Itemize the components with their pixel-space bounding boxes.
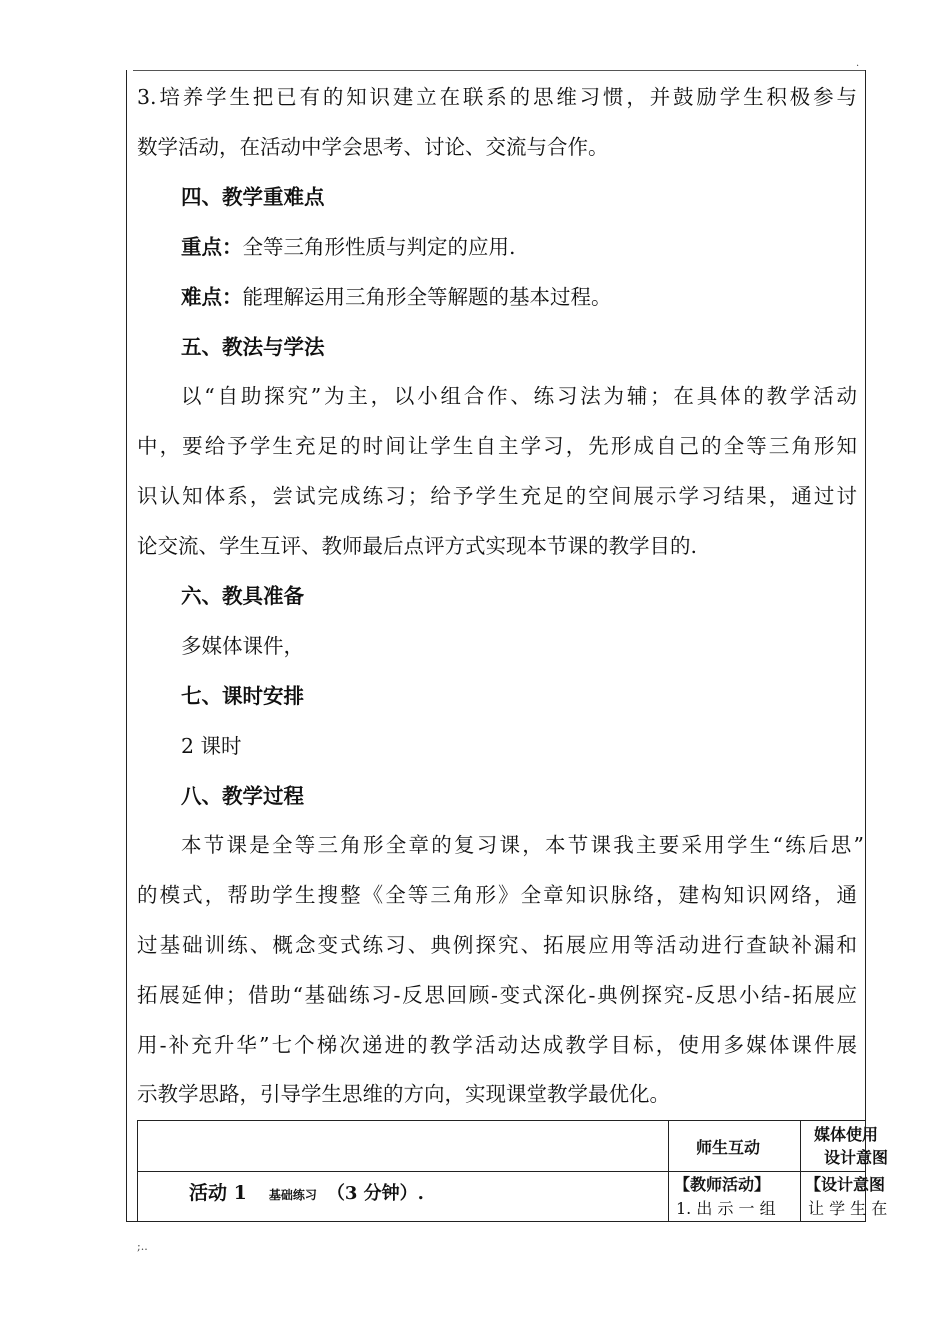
teacher-activity-label: 【教师活动】: [674, 1175, 771, 1194]
paragraph-7: 2 课时: [181, 734, 242, 758]
table-row-divider: [137, 1171, 866, 1172]
activity-1-subtitle: 基础练习: [268, 1188, 317, 1202]
table-column-divider-2: [800, 1120, 801, 1222]
paragraph-5-line-3: 识认知体系，尝试完成练习；给予学生充足的空间展示学习结果，通过讨: [137, 484, 857, 508]
design-intent-label: 【设计意图: [805, 1175, 886, 1194]
table-top-border: [137, 1120, 866, 1121]
paragraph-3-line-1: 3.培养学生把已有的知识建立在联系的思维习惯，并鼓励学生积极参与: [137, 85, 857, 109]
paragraph-8-line-5: 用-补充升华”七个梯次递进的教学活动达成教学目标，使用多媒体课件展: [137, 1033, 857, 1057]
paragraph-8-line-3: 过基础训练、概念变式练习、典例探究、拓展应用等活动进行查缺补漏和: [137, 933, 857, 957]
heading-7: 七、课时安排: [181, 684, 304, 708]
header-mark: .: [856, 58, 860, 69]
activity-1-title: [189, 1182, 424, 1206]
teacher-activity-text: 1. 出 示 一 组: [676, 1199, 776, 1218]
heading-4: 四、教学重难点: [181, 185, 325, 209]
key-point: [181, 232, 516, 262]
col-header-interaction: 师生互动: [696, 1138, 761, 1157]
table-column-divider-1: [668, 1120, 669, 1222]
key-point-label: 重点：: [181, 235, 243, 259]
paragraph-3-line-2: 数学活动，在活动中学会思考、讨论、交流与合作。: [137, 135, 609, 159]
difficulty-text: 能理解运用三角形全等解题的基本过程。: [242, 285, 612, 309]
col-header-media-line-1: 媒体使用: [814, 1125, 879, 1144]
heading-5: 五、教法与学法: [181, 335, 325, 359]
key-point-text: 全等三角形性质与判定的应用.: [242, 235, 516, 259]
paragraph-5-line-2: 中，要给予学生充足的时间让学生自主学习，先形成自己的全等三角形知: [137, 434, 857, 458]
paragraph-5-line-4: 论交流、学生互评、教师最后点评方式实现本节课的教学目的.: [137, 534, 698, 558]
difficulty-label: 难点：: [181, 285, 243, 309]
activity-1-label: 活动 1: [189, 1182, 247, 1204]
heading-8: 八、教学过程: [181, 784, 304, 808]
footer-mark: ;..: [137, 1240, 148, 1253]
table-left-border: [137, 1120, 138, 1222]
paragraph-8-line-2: 的模式，帮助学生搜整《全等三角形》全章知识脉络，建构知识网络，通: [137, 883, 857, 907]
col-header-media-line-2: 设计意图: [824, 1148, 889, 1167]
paragraph-6: 多媒体课件，: [181, 634, 304, 658]
paragraph-8-line-1: 本节课是全等三角形全章的复习课，本节课我主要采用学生“练后思”: [181, 833, 864, 857]
paragraph-5-line-1: 以“自助探究”为主，以小组合作、练习法为辅；在具体的教学活动: [181, 384, 857, 408]
design-intent-text: 让 学 生 在: [808, 1199, 888, 1218]
difficulty-point: [181, 282, 612, 312]
activity-1-time: （3 分钟）.: [326, 1183, 424, 1204]
heading-6: 六、教具准备: [181, 584, 304, 608]
paragraph-8-line-6: 示教学思路，引导学生思维的方向，实现课堂教学最优化。: [137, 1082, 670, 1106]
paragraph-8-line-4: 拓展延伸；借助“基础练习-反思回顾-变式深化-典例探究-反思小结-拓展应: [137, 983, 857, 1007]
